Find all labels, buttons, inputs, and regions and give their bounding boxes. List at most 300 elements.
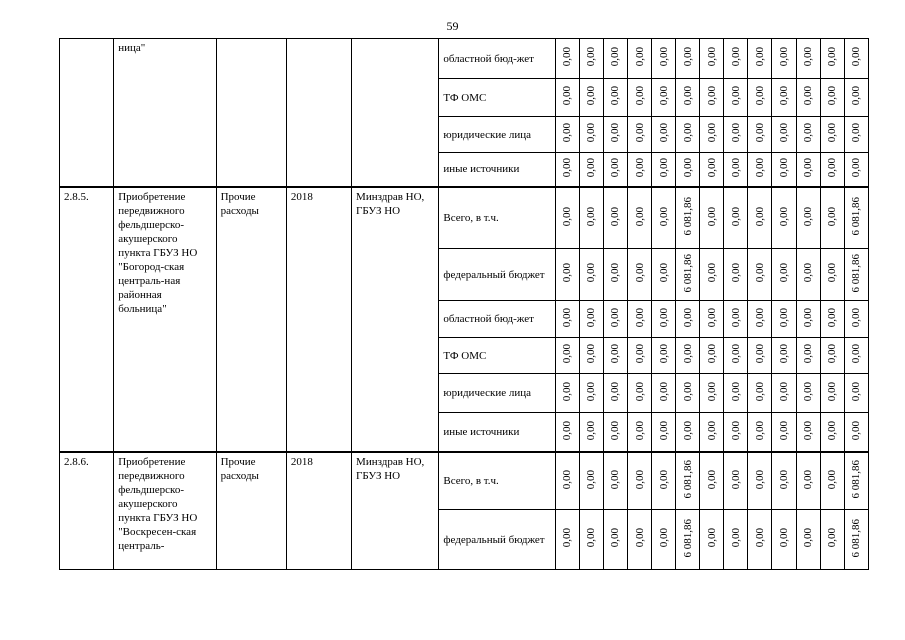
value-cell bbox=[676, 301, 700, 338]
value-text: 0,00 bbox=[850, 420, 863, 440]
value-cell bbox=[603, 117, 627, 153]
value-cell bbox=[555, 338, 579, 374]
value-text: 0,00 bbox=[561, 206, 574, 226]
value-text: 0,00 bbox=[802, 206, 815, 226]
value-cell bbox=[772, 413, 796, 452]
value-cell bbox=[844, 249, 868, 301]
value-cell bbox=[652, 301, 676, 338]
value-cell bbox=[820, 249, 844, 301]
value-text: 0,00 bbox=[681, 381, 694, 402]
value-cell bbox=[748, 413, 772, 452]
value-text: 0,00 bbox=[657, 420, 670, 440]
value-cell bbox=[796, 510, 820, 570]
value-text: 0,00 bbox=[778, 307, 791, 328]
value-text: 0,00 bbox=[753, 86, 766, 106]
value-text: 0,00 bbox=[585, 263, 598, 283]
value-cell bbox=[700, 39, 724, 79]
value-cell bbox=[676, 452, 700, 510]
value-text: 0,00 bbox=[753, 381, 766, 402]
value-text: 0,00 bbox=[729, 206, 742, 226]
value-cell bbox=[748, 187, 772, 249]
value-cell bbox=[628, 510, 652, 570]
value-cell bbox=[844, 301, 868, 338]
value-text: 0,00 bbox=[561, 528, 574, 548]
value-text: 0,00 bbox=[802, 47, 815, 67]
value-text: 0,00 bbox=[850, 307, 863, 328]
value-text: 0,00 bbox=[705, 206, 718, 226]
value-cell bbox=[555, 187, 579, 249]
value-cell bbox=[555, 117, 579, 153]
value-text: 0,00 bbox=[826, 206, 839, 226]
value-cell bbox=[652, 413, 676, 452]
value-text: 0,00 bbox=[609, 263, 622, 283]
value-cell bbox=[772, 452, 796, 510]
value-text: 0,00 bbox=[729, 123, 742, 143]
value-text: 0,00 bbox=[729, 263, 742, 283]
value-cell bbox=[796, 374, 820, 413]
value-cell bbox=[628, 117, 652, 153]
value-text: 0,00 bbox=[609, 158, 622, 178]
table-row bbox=[60, 39, 869, 79]
expense-type-cell bbox=[216, 39, 286, 187]
value-cell bbox=[796, 39, 820, 79]
value-text: 0,00 bbox=[802, 344, 815, 364]
value-text: 0,00 bbox=[585, 47, 598, 67]
value-cell bbox=[555, 301, 579, 338]
value-text: 0,00 bbox=[585, 307, 598, 328]
value-text: 0,00 bbox=[826, 420, 839, 440]
value-text: 0,00 bbox=[705, 307, 718, 328]
value-text: 0,00 bbox=[633, 307, 646, 328]
value-text: 0,00 bbox=[826, 263, 839, 283]
value-text: 0,00 bbox=[705, 158, 718, 178]
value-cell bbox=[724, 338, 748, 374]
value-text: 0,00 bbox=[802, 86, 815, 106]
value-cell bbox=[603, 301, 627, 338]
table-row bbox=[60, 187, 869, 249]
value-text: 0,00 bbox=[778, 528, 791, 548]
value-cell bbox=[579, 301, 603, 338]
value-cell bbox=[700, 187, 724, 249]
value-text: 0,00 bbox=[705, 381, 718, 402]
value-text: 0,00 bbox=[585, 206, 598, 226]
value-text: 0,00 bbox=[561, 47, 574, 67]
value-cell bbox=[579, 117, 603, 153]
value-cell bbox=[603, 413, 627, 452]
item-number-cell bbox=[60, 39, 114, 187]
value-text: 0,00 bbox=[585, 381, 598, 402]
value-cell bbox=[579, 338, 603, 374]
value-cell bbox=[820, 452, 844, 510]
value-text: 0,00 bbox=[826, 469, 839, 489]
value-cell bbox=[603, 338, 627, 374]
value-text: 0,00 bbox=[802, 158, 815, 178]
value-cell bbox=[724, 117, 748, 153]
value-cell bbox=[652, 338, 676, 374]
value-text: 0,00 bbox=[609, 123, 622, 143]
value-cell bbox=[676, 249, 700, 301]
value-cell bbox=[748, 301, 772, 338]
item-name-cell: Приобретение передвижного фельдшерско-акушерского пункта ГБУЗ НО "Богород-ская централь-ная районная больница" bbox=[114, 187, 216, 452]
value-cell bbox=[700, 413, 724, 452]
value-text: 0,00 bbox=[778, 469, 791, 489]
funding-source-cell: ТФ ОМС bbox=[439, 338, 555, 374]
value-cell bbox=[748, 374, 772, 413]
value-text: 0,00 bbox=[729, 47, 742, 67]
value-cell bbox=[724, 79, 748, 117]
value-cell bbox=[844, 39, 868, 79]
value-text: 0,00 bbox=[778, 123, 791, 143]
value-cell bbox=[579, 413, 603, 452]
value-text: 6 081,86 bbox=[850, 460, 863, 499]
funding-source-cell: юридические лица bbox=[439, 374, 555, 413]
value-text: 0,00 bbox=[633, 263, 646, 283]
value-cell bbox=[772, 153, 796, 187]
item-name-cell: ница" bbox=[114, 39, 216, 187]
value-cell bbox=[603, 39, 627, 79]
funding-source-cell: федеральный бюджет bbox=[439, 249, 555, 301]
value-cell bbox=[820, 374, 844, 413]
value-cell bbox=[628, 187, 652, 249]
value-cell bbox=[579, 153, 603, 187]
value-text: 0,00 bbox=[705, 469, 718, 489]
value-text: 0,00 bbox=[609, 528, 622, 548]
value-cell bbox=[844, 338, 868, 374]
value-cell bbox=[748, 117, 772, 153]
item-name-cell: Приобретение передвижного фельдшерско-акушерского пункта ГБУЗ НО "Воскресен-ская централь- bbox=[114, 452, 216, 570]
value-cell bbox=[628, 413, 652, 452]
value-cell bbox=[628, 452, 652, 510]
value-cell bbox=[579, 510, 603, 570]
value-cell bbox=[676, 39, 700, 79]
value-cell bbox=[724, 187, 748, 249]
value-text: 0,00 bbox=[609, 206, 622, 226]
value-cell bbox=[676, 510, 700, 570]
value-text: 0,00 bbox=[802, 420, 815, 440]
value-text: 0,00 bbox=[633, 86, 646, 106]
value-cell bbox=[724, 249, 748, 301]
table-row bbox=[60, 452, 869, 510]
value-cell bbox=[676, 153, 700, 187]
value-text: 0,00 bbox=[585, 86, 598, 106]
funding-source-cell: федеральный бюджет bbox=[439, 510, 555, 570]
value-cell bbox=[844, 413, 868, 452]
funding-source-cell: областной бюд-жет bbox=[439, 301, 555, 338]
value-text: 0,00 bbox=[585, 528, 598, 548]
value-cell bbox=[796, 301, 820, 338]
value-text: 0,00 bbox=[561, 86, 574, 106]
value-cell bbox=[820, 153, 844, 187]
value-text: 0,00 bbox=[561, 469, 574, 489]
value-cell bbox=[652, 452, 676, 510]
value-text: 0,00 bbox=[705, 123, 718, 143]
value-text: 0,00 bbox=[729, 381, 742, 402]
value-text: 0,00 bbox=[561, 263, 574, 283]
table-body bbox=[60, 39, 869, 570]
value-text: 0,00 bbox=[729, 307, 742, 328]
value-cell bbox=[676, 79, 700, 117]
value-cell bbox=[772, 39, 796, 79]
value-cell bbox=[748, 510, 772, 570]
value-text: 0,00 bbox=[753, 307, 766, 328]
value-cell bbox=[796, 187, 820, 249]
value-text: 0,00 bbox=[753, 420, 766, 440]
value-cell bbox=[555, 79, 579, 117]
value-text: 0,00 bbox=[657, 381, 670, 402]
value-text: 0,00 bbox=[802, 469, 815, 489]
value-text: 0,00 bbox=[826, 158, 839, 178]
value-cell bbox=[628, 153, 652, 187]
value-cell bbox=[652, 153, 676, 187]
value-cell bbox=[579, 39, 603, 79]
value-cell bbox=[555, 413, 579, 452]
value-cell bbox=[555, 153, 579, 187]
value-text: 0,00 bbox=[657, 206, 670, 226]
value-text: 0,00 bbox=[633, 206, 646, 226]
value-cell bbox=[579, 249, 603, 301]
value-text: 0,00 bbox=[561, 381, 574, 402]
funding-source-cell: ТФ ОМС bbox=[439, 79, 555, 117]
value-text: 0,00 bbox=[729, 344, 742, 364]
value-text: 0,00 bbox=[778, 158, 791, 178]
budget-table bbox=[59, 38, 869, 570]
value-cell bbox=[844, 187, 868, 249]
value-cell bbox=[700, 79, 724, 117]
value-text: 0,00 bbox=[826, 47, 839, 67]
value-text: 0,00 bbox=[826, 307, 839, 328]
value-text: 0,00 bbox=[609, 47, 622, 67]
value-cell bbox=[555, 452, 579, 510]
value-cell bbox=[579, 79, 603, 117]
value-cell bbox=[628, 374, 652, 413]
value-text: 0,00 bbox=[802, 381, 815, 402]
funding-source-cell: юридические лица bbox=[439, 117, 555, 153]
value-text: 0,00 bbox=[657, 307, 670, 328]
value-text: 0,00 bbox=[657, 344, 670, 364]
value-text: 0,00 bbox=[729, 158, 742, 178]
value-text: 6 081,86 bbox=[681, 460, 694, 499]
value-cell bbox=[676, 187, 700, 249]
value-text: 0,00 bbox=[633, 123, 646, 143]
value-cell bbox=[652, 510, 676, 570]
value-cell bbox=[603, 249, 627, 301]
value-cell bbox=[555, 249, 579, 301]
value-text: 0,00 bbox=[585, 420, 598, 440]
value-text: 0,00 bbox=[778, 263, 791, 283]
value-text: 0,00 bbox=[753, 123, 766, 143]
value-cell bbox=[700, 153, 724, 187]
value-text: 0,00 bbox=[802, 123, 815, 143]
value-text: 0,00 bbox=[850, 123, 863, 143]
value-cell bbox=[820, 39, 844, 79]
year-cell: 2018 bbox=[286, 452, 351, 570]
value-text: 0,00 bbox=[753, 344, 766, 364]
value-cell bbox=[700, 338, 724, 374]
value-cell bbox=[700, 510, 724, 570]
value-cell bbox=[628, 79, 652, 117]
value-text: 0,00 bbox=[729, 469, 742, 489]
value-text: 6 081,86 bbox=[850, 197, 863, 236]
value-cell bbox=[700, 301, 724, 338]
value-text: 0,00 bbox=[633, 469, 646, 489]
value-text: 0,00 bbox=[802, 528, 815, 548]
value-cell bbox=[724, 301, 748, 338]
value-text: 0,00 bbox=[850, 47, 863, 67]
value-cell bbox=[844, 117, 868, 153]
value-text: 0,00 bbox=[778, 344, 791, 364]
expense-type-cell: Прочие расходы bbox=[216, 452, 286, 570]
value-cell bbox=[796, 452, 820, 510]
item-number-cell: 2.8.6. bbox=[60, 452, 114, 570]
value-text: 0,00 bbox=[802, 263, 815, 283]
executor-cell: Минздрав НО, ГБУЗ НО bbox=[352, 452, 439, 570]
value-cell bbox=[796, 249, 820, 301]
value-cell bbox=[724, 374, 748, 413]
value-text: 0,00 bbox=[826, 123, 839, 143]
value-text: 0,00 bbox=[633, 528, 646, 548]
value-cell bbox=[724, 153, 748, 187]
executor-cell bbox=[352, 39, 439, 187]
value-text: 0,00 bbox=[826, 528, 839, 548]
value-cell bbox=[772, 79, 796, 117]
value-cell bbox=[628, 338, 652, 374]
value-text: 0,00 bbox=[753, 263, 766, 283]
value-text: 0,00 bbox=[681, 47, 694, 67]
expense-type-cell: Прочие расходы bbox=[216, 187, 286, 452]
value-text: 6 081,86 bbox=[850, 253, 863, 293]
value-text: 0,00 bbox=[850, 381, 863, 402]
value-text: 0,00 bbox=[609, 344, 622, 364]
value-cell bbox=[820, 510, 844, 570]
value-text: 0,00 bbox=[729, 86, 742, 106]
value-cell bbox=[652, 79, 676, 117]
value-cell bbox=[700, 452, 724, 510]
value-text: 0,00 bbox=[778, 381, 791, 402]
value-cell bbox=[820, 117, 844, 153]
value-text: 0,00 bbox=[753, 158, 766, 178]
value-cell bbox=[652, 249, 676, 301]
value-cell bbox=[579, 452, 603, 510]
value-cell bbox=[796, 153, 820, 187]
value-cell bbox=[652, 187, 676, 249]
value-text: 0,00 bbox=[681, 344, 694, 364]
value-cell bbox=[724, 452, 748, 510]
value-text: 0,00 bbox=[705, 47, 718, 67]
value-cell bbox=[579, 187, 603, 249]
value-cell bbox=[603, 452, 627, 510]
page-number: 59 bbox=[446, 19, 459, 33]
value-text: 0,00 bbox=[633, 381, 646, 402]
value-text: 0,00 bbox=[753, 528, 766, 548]
value-text: 0,00 bbox=[729, 420, 742, 440]
value-cell bbox=[772, 117, 796, 153]
value-text: 0,00 bbox=[705, 344, 718, 364]
value-cell bbox=[652, 117, 676, 153]
value-cell bbox=[772, 510, 796, 570]
value-cell bbox=[796, 338, 820, 374]
value-cell bbox=[748, 153, 772, 187]
value-text: 0,00 bbox=[561, 307, 574, 328]
item-number-cell: 2.8.5. bbox=[60, 187, 114, 452]
value-text: 0,00 bbox=[657, 528, 670, 548]
value-text: 0,00 bbox=[609, 86, 622, 106]
executor-cell: Минздрав НО, ГБУЗ НО bbox=[352, 187, 439, 452]
value-text: 0,00 bbox=[657, 263, 670, 283]
value-text: 0,00 bbox=[753, 206, 766, 226]
value-cell bbox=[628, 249, 652, 301]
funding-source-cell: Всего, в т.ч. bbox=[439, 187, 555, 249]
value-cell bbox=[820, 187, 844, 249]
value-text: 0,00 bbox=[657, 469, 670, 489]
value-text: 0,00 bbox=[561, 158, 574, 178]
value-text: 0,00 bbox=[778, 420, 791, 440]
value-cell bbox=[700, 117, 724, 153]
value-text: 6 081,86 bbox=[681, 253, 694, 293]
value-cell bbox=[603, 79, 627, 117]
value-cell bbox=[603, 510, 627, 570]
value-text: 0,00 bbox=[753, 469, 766, 489]
value-cell bbox=[676, 117, 700, 153]
value-cell bbox=[652, 39, 676, 79]
year-cell bbox=[286, 39, 351, 187]
value-text: 0,00 bbox=[561, 344, 574, 364]
value-text: 0,00 bbox=[633, 344, 646, 364]
value-cell bbox=[603, 153, 627, 187]
value-cell bbox=[844, 374, 868, 413]
value-text: 0,00 bbox=[609, 381, 622, 402]
value-text: 0,00 bbox=[705, 263, 718, 283]
value-text: 0,00 bbox=[826, 344, 839, 364]
value-text: 0,00 bbox=[826, 86, 839, 106]
value-text: 6 081,86 bbox=[681, 518, 694, 558]
value-cell bbox=[772, 249, 796, 301]
value-text: 0,00 bbox=[585, 123, 598, 143]
value-text: 0,00 bbox=[561, 420, 574, 440]
value-cell bbox=[724, 413, 748, 452]
value-text: 0,00 bbox=[609, 420, 622, 440]
value-cell bbox=[844, 79, 868, 117]
value-text: 0,00 bbox=[681, 158, 694, 178]
value-text: 0,00 bbox=[850, 158, 863, 178]
value-text: 0,00 bbox=[585, 469, 598, 489]
value-text: 0,00 bbox=[850, 86, 863, 106]
value-text: 0,00 bbox=[561, 123, 574, 143]
value-cell bbox=[628, 301, 652, 338]
value-text: 0,00 bbox=[609, 469, 622, 489]
value-cell bbox=[748, 79, 772, 117]
funding-source-cell: областной бюд-жет bbox=[439, 39, 555, 79]
value-cell bbox=[555, 374, 579, 413]
value-cell bbox=[724, 39, 748, 79]
value-text: 0,00 bbox=[681, 123, 694, 143]
value-text: 0,00 bbox=[681, 307, 694, 328]
value-cell bbox=[820, 79, 844, 117]
value-cell bbox=[772, 301, 796, 338]
value-text: 0,00 bbox=[681, 420, 694, 440]
value-cell bbox=[796, 413, 820, 452]
value-cell bbox=[555, 39, 579, 79]
value-cell bbox=[772, 187, 796, 249]
value-cell bbox=[844, 510, 868, 570]
value-text: 0,00 bbox=[778, 206, 791, 226]
value-cell bbox=[676, 413, 700, 452]
value-text: 0,00 bbox=[681, 86, 694, 106]
year-cell: 2018 bbox=[286, 187, 351, 452]
value-text: 0,00 bbox=[850, 344, 863, 364]
value-cell bbox=[628, 39, 652, 79]
value-cell bbox=[772, 374, 796, 413]
value-cell bbox=[579, 374, 603, 413]
